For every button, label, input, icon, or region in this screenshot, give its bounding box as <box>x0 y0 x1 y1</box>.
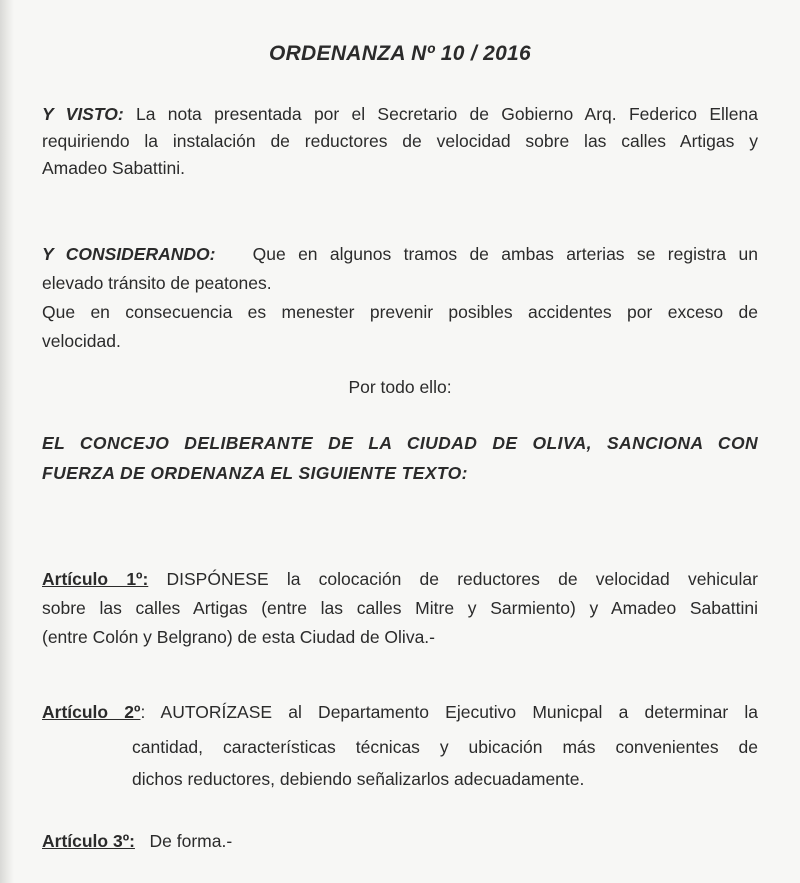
sanciona-heading <box>42 428 758 488</box>
articulo-2-line-2: cantidad, características técnicas y ubicación más convenientes de <box>132 737 758 757</box>
sanciona-line-1: EL CONCEJO DELIBERANTE DE LA CIUDAD DE OLIVA, SANCIONA CON <box>42 433 758 453</box>
visto-text-1: La nota presentada por el Secretario de Gobierno Arq. Federico Ellena <box>135 104 758 124</box>
visto-paragraph <box>42 101 758 182</box>
considerando-line-1 <box>42 240 758 269</box>
considerando-line-2: elevado tránsito de peatones. <box>42 273 272 293</box>
considerando-line-4: velocidad. <box>42 331 121 351</box>
considerando-label: Y CONSIDERANDO: <box>42 244 216 264</box>
articulo-2-label: Artículo 2º <box>42 702 141 722</box>
visto-label: Y VISTO: <box>42 104 124 124</box>
sanciona-line-2: FUERZA DE ORDENANZA EL SIGUIENTE TEXTO: <box>42 463 468 483</box>
articulo-3-text: De forma.- <box>149 831 233 851</box>
articulo-1-text-1: DISPÓNESE la colocación de reductores de velocidad vehicular <box>166 569 758 589</box>
considerando-text-1: Que en algunos tramos de ambas arterias se registra un <box>252 244 758 264</box>
articulo-1-line-1 <box>42 565 758 594</box>
articulo-3-label: Artículo 3º: <box>42 831 135 851</box>
por-todo-ello: Por todo ello: <box>348 377 452 397</box>
articulo-1-line-2: sobre las calles Artigas (entre las calles Mitre y Sarmiento) y Amadeo Sabattini <box>42 598 758 618</box>
articulo-1 <box>42 565 758 652</box>
visto-line-3: Amadeo Sabattini. <box>42 158 186 178</box>
articulo-1-label: Artículo 1º: <box>42 569 149 589</box>
articulo-3 <box>42 828 758 855</box>
visto-line-2: requiriendo la instalación de reductores de velocidad sobre las calles Artigas y <box>42 131 758 151</box>
articulo-2-continuation <box>132 731 758 795</box>
articulo-1-line-3: (entre Colón y Belgrano) de esta Ciudad de Oliva.- <box>42 627 435 647</box>
considerando-line-3: Que en consecuencia es menester prevenir posibles accidentes por exceso de <box>42 302 758 322</box>
visto-line-1 <box>42 101 758 128</box>
scan-shadow <box>0 0 14 883</box>
articulo-2-first-line <box>42 699 758 726</box>
articulo-2-text-1: : AUTORÍZASE al Departamento Ejecutivo Municpal a determinar la <box>140 702 758 722</box>
ordinance-title: ORDENANZA Nº 10 / 2016 <box>268 42 532 65</box>
articulo-2-line-1 <box>42 699 758 726</box>
considerando-paragraph <box>42 240 758 356</box>
articulo-2-line-3: dichos reductores, debiendo señalizarlos adecuadamente. <box>132 769 585 789</box>
